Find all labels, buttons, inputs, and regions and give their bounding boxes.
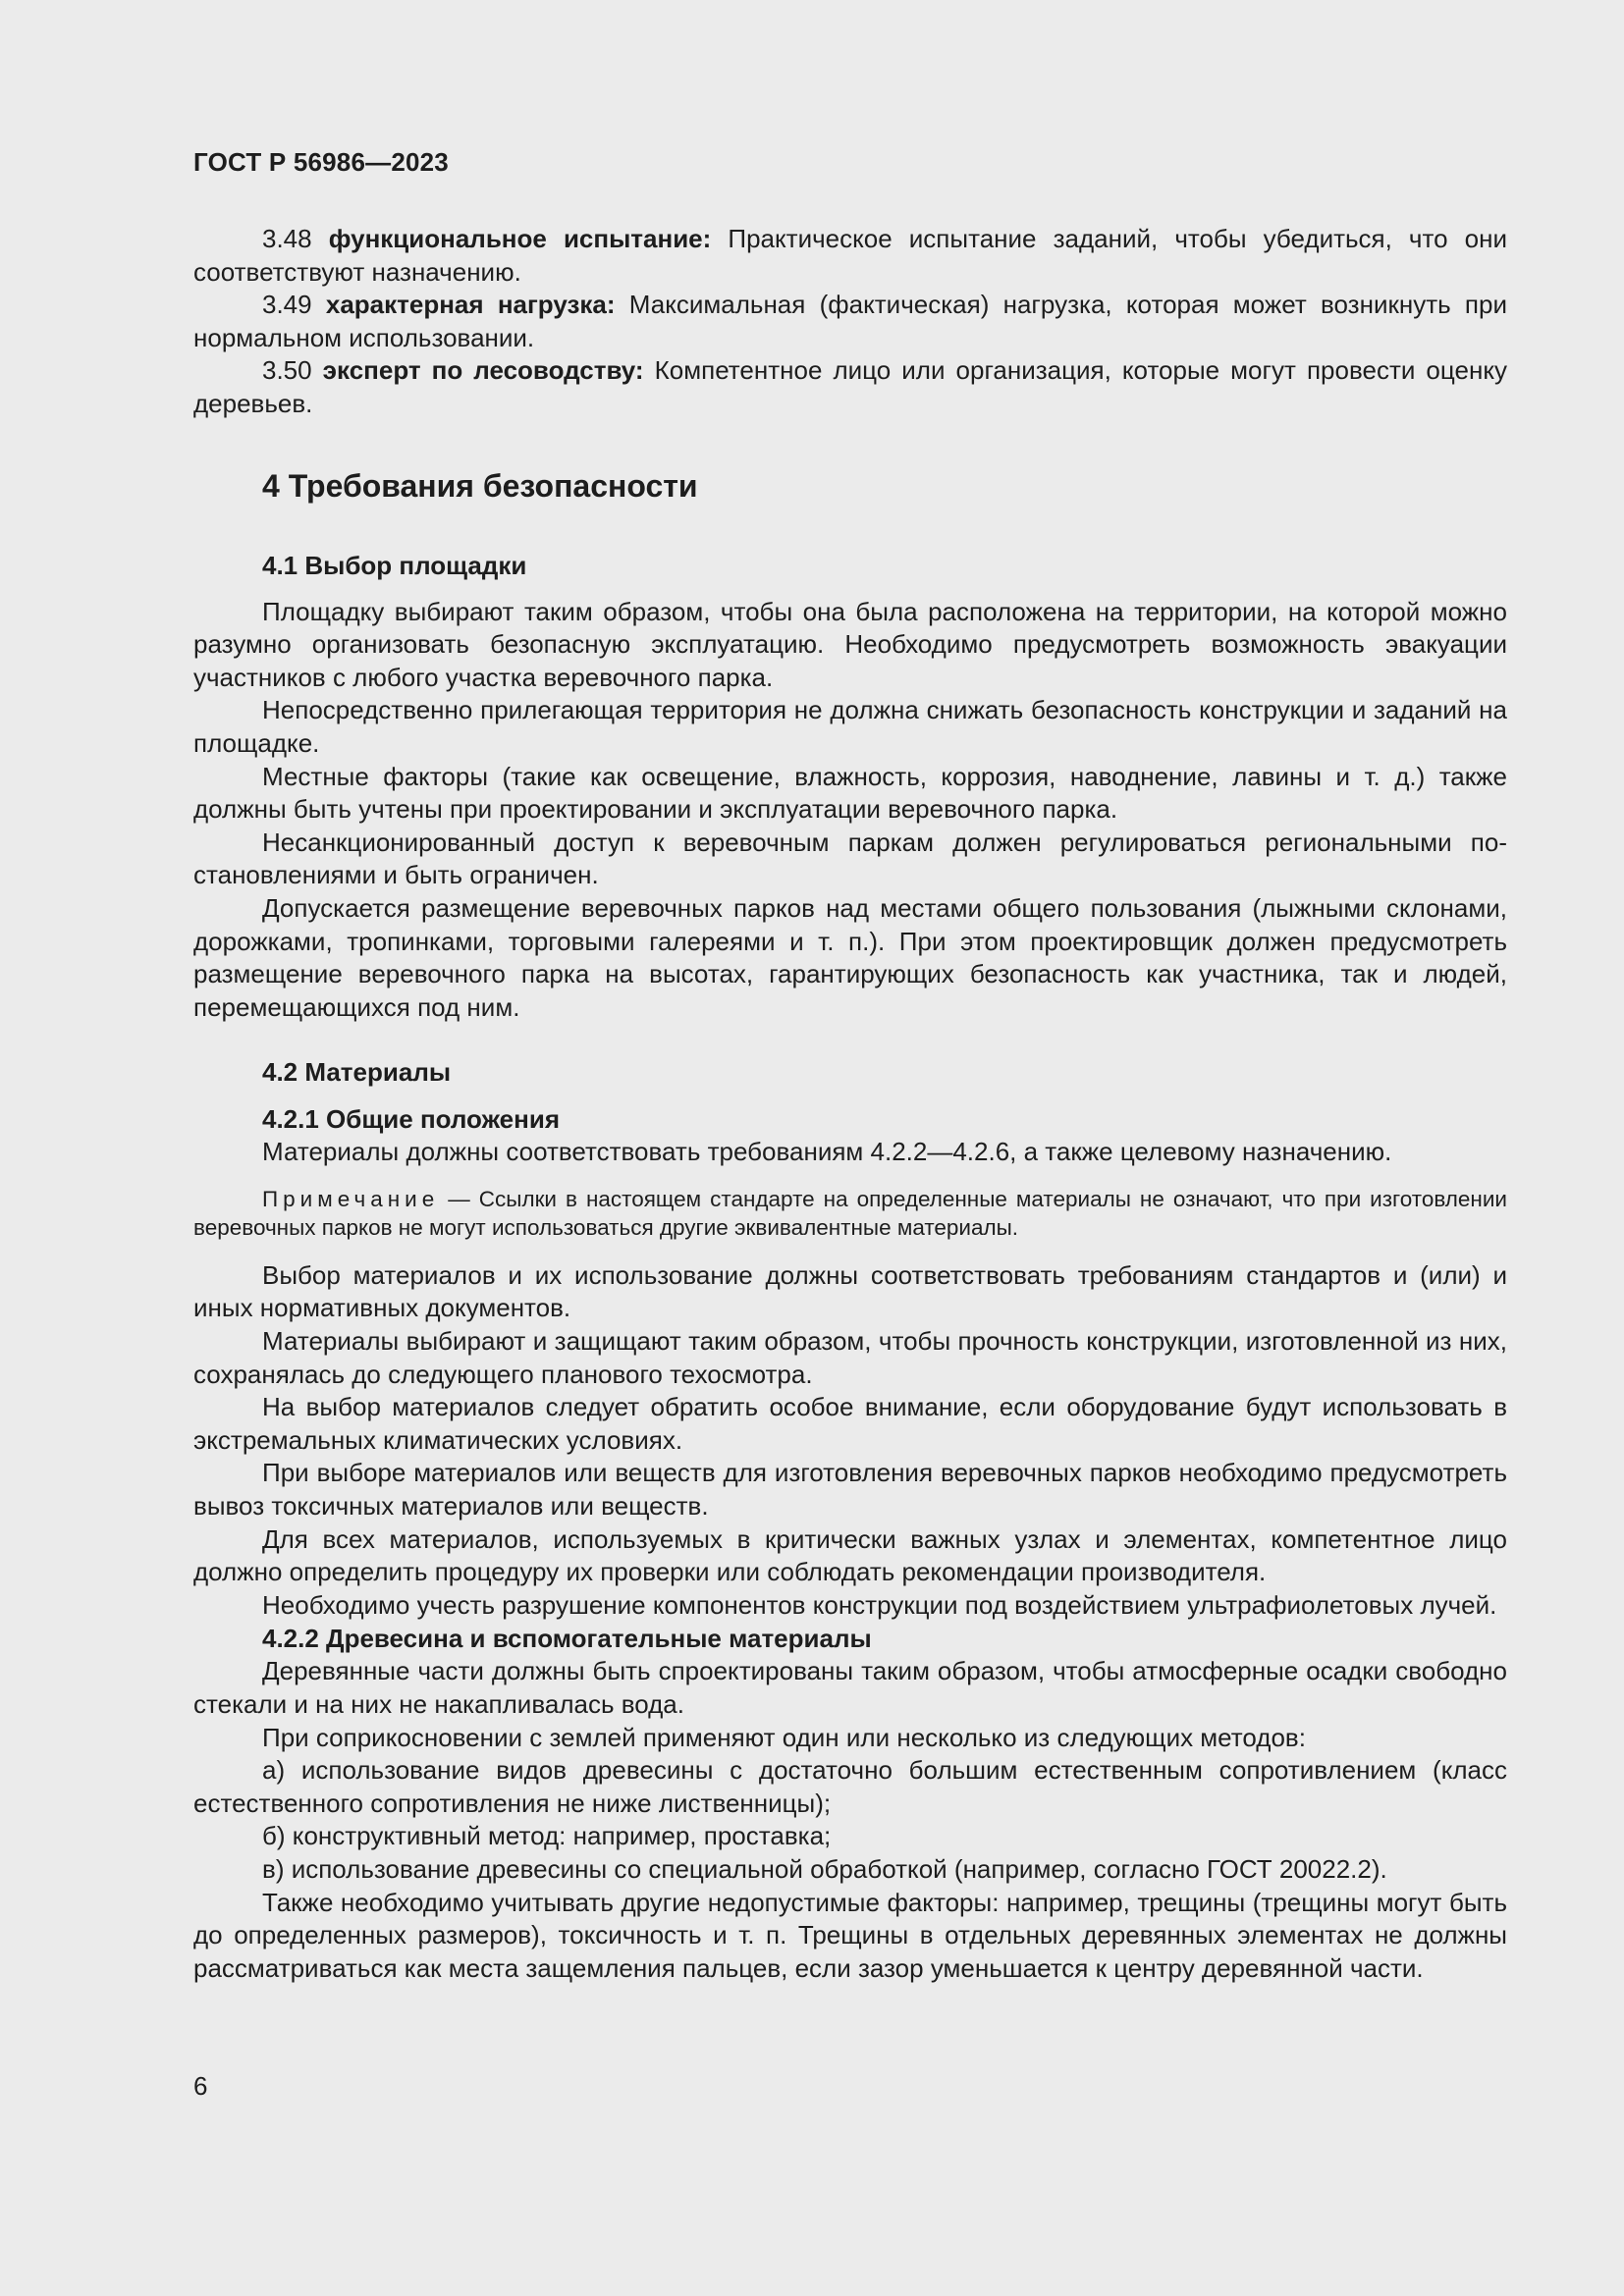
list-item: а) использование видов древесины с достаточно большим естественным сопротивлением (класс естественного сопротивления не ниже лиственницы);	[193, 1755, 1507, 1818]
definition-text: Компетентное лицо или организация, которые могут провести оценку деревьев.	[193, 355, 1507, 418]
paragraph: Непосредственно прилегающая территория не должна снижать безопасность конструкции и заданий на площадке.	[193, 695, 1507, 758]
paragraph: Для всех материалов, используемых в критически важных узлах и элементах, компетентное лицо должно определить процедуру их проверки или соблюдать рекомендации производителя.	[193, 1523, 1507, 1587]
paragraph: На выбор материалов следует обратить особое внимание, если оборудование будут использовать в экстремальных климатических условиях.	[193, 1392, 1507, 1455]
definition-number: 3.49	[262, 290, 312, 320]
paragraph: Также необходимо учитывать другие недопустимые факторы: например, трещины (трещины могут быть до определенных размеров), токсичность и т. п. Трещины в отдельных деревянных элементах не должны рассматриваться как места защемления пальцев, если зазор уменьшается к центру деревянной части.	[193, 1887, 1507, 1983]
definition-term: характерная нагрузка:	[325, 290, 616, 320]
paragraph: Площадку выбирают таким образом, чтобы она была расположена на территории, на которой можно разумно организовать безопасную эксплуатацию. Необходимо предусмотреть возможность эвакуации участников с любого участка веревочного парка.	[193, 596, 1507, 692]
note-label: Примечание	[262, 1186, 440, 1211]
paragraph: При соприкосновении с землей применяют один или несколько из следующих методов:	[262, 1722, 1306, 1752]
definition-text: Практическое испытание заданий, чтобы убедиться, что они соответствуют назначению.	[193, 224, 1507, 287]
paragraph: Местные факторы (такие как освещение, влажность, коррозия, наводнение, лавины и т. д.) также должны быть учтены при проектировании и эксплуатации веревочного парка.	[193, 761, 1507, 825]
definition-number: 3.48	[262, 224, 312, 253]
page-number: 6	[193, 2071, 208, 2101]
paragraph: Материалы выбирают и защищают таким образом, чтобы прочность конструкции, изготовленной из них, сохранялась до следующего планового техосмотра.	[193, 1326, 1507, 1389]
list-item: б) конструктивный метод: например, проставка;	[262, 1821, 832, 1851]
note	[193, 1185, 1507, 1242]
section-4-2-1-heading: 4.2.1 Общие положения	[262, 1104, 560, 1135]
paragraph: Выбор материалов и их использование должны соответствовать требованиям стандартов и (или) и иных нормативных документов.	[193, 1259, 1507, 1323]
paragraph: Допускается размещение веревочных парков над местами общего пользования (лыжными склонами, дорожками, тропинками, торговыми галереями и т. п.). При этом проектировщик должен предусмотреть размещение веревочного парка на высотах, гарантирующих безопасность как участника, так и людей, перемещающихся под ним.	[193, 892, 1507, 1022]
section-4-2-heading: 4.2 Материалы	[262, 1057, 452, 1088]
paragraph: Деревянные части должны быть спроектированы таким образом, чтобы атмосферные осадки свободно стекали и на них не накапливалась вода.	[193, 1656, 1507, 1719]
document-id-header: ГОСТ Р 56986—2023	[193, 147, 449, 177]
section-4-2-2-heading: 4.2.2 Древесина и вспомогательные материалы	[262, 1624, 872, 1654]
page-body	[193, 223, 1507, 1985]
definition-3-50	[193, 354, 1507, 420]
paragraph: Несанкционированный доступ к веревочным паркам должен регулироваться региональными постановлениями и быть ограничен.	[193, 827, 1507, 890]
list-item: в) использование древесины со специальной обработкой (например, согласно ГОСТ 20022.2).	[262, 1853, 1387, 1884]
definition-term: функциональное испытание:	[328, 224, 712, 253]
definition-text: Максимальная (фактическая) нагрузка, которая может возникнуть при нормальном использовании.	[193, 290, 1507, 352]
definition-term: эксперт по лесоводству:	[322, 355, 644, 386]
definition-number: 3.50	[262, 355, 312, 386]
section-4-heading: 4 Требования безопасности	[262, 467, 698, 504]
note-text: — Ссылки в настоящем стандарте на определенные материалы не означают, что при изготовлении веревочных парков не могут использоваться другие эквивалентные материалы.	[193, 1186, 1507, 1240]
definition-3-48	[193, 223, 1507, 289]
definition-3-49	[193, 289, 1507, 354]
paragraph: Материалы должны соответствовать требованиям 4.2.2—4.2.6, а также целевому назначению.	[262, 1137, 1392, 1167]
paragraph: При выборе материалов или веществ для изготовления веревочных парков необходимо предусмотреть вывоз токсичных материалов или веществ.	[193, 1458, 1507, 1522]
section-4-1-heading: 4.1 Выбор площадки	[262, 550, 527, 580]
paragraph: Необходимо учесть разрушение компонентов конструкции под воздействием ультрафиолетовых лучей.	[262, 1589, 1497, 1620]
